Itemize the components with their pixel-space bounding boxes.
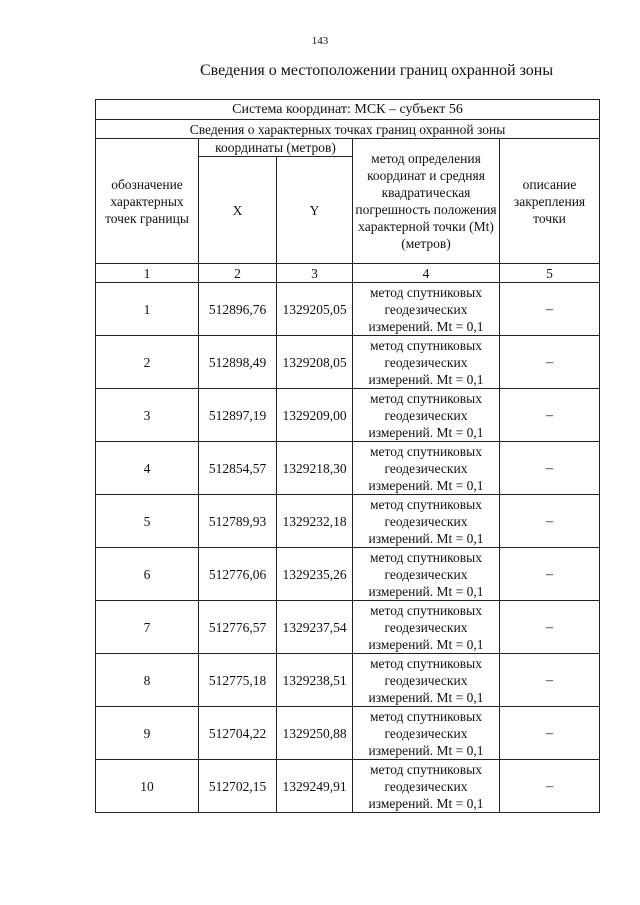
y-cell: 1329208,05 — [277, 336, 353, 389]
table-row — [96, 495, 600, 548]
header-x: X — [199, 157, 277, 264]
y-cell: 1329250,88 — [277, 707, 353, 760]
point-cell: 5 — [96, 495, 199, 548]
col-number: 5 — [500, 264, 600, 283]
x-cell: 512704,22 — [199, 707, 277, 760]
point-cell: 1 — [96, 283, 199, 336]
x-cell: 512776,06 — [199, 548, 277, 601]
point-cell: 4 — [96, 442, 199, 495]
method-cell: метод спутниковых геодезических измерений. Mt = 0,1 — [353, 389, 500, 442]
header-row — [96, 139, 600, 157]
x-cell: 512789,93 — [199, 495, 277, 548]
method-cell: метод спутниковых геодезических измерений. Mt = 0,1 — [353, 654, 500, 707]
description-cell: – — [500, 389, 600, 442]
description-cell: – — [500, 336, 600, 389]
page-number: 143 — [311, 35, 329, 47]
y-cell: 1329205,05 — [277, 283, 353, 336]
method-cell: метод спутниковых геодезических измерений. Mt = 0,1 — [353, 283, 500, 336]
y-cell: 1329238,51 — [277, 654, 353, 707]
method-cell: метод спутниковых геодезических измерений. Mt = 0,1 — [353, 336, 500, 389]
x-cell: 512896,76 — [199, 283, 277, 336]
table-row — [96, 283, 600, 336]
description-cell: – — [500, 707, 600, 760]
header-method: метод определения координат и средняя квадратическая погрешность положения характерной точки (Mt) (метров) — [353, 139, 500, 264]
col-number: 2 — [199, 264, 277, 283]
coordinate-system-row — [96, 100, 600, 120]
col-number: 1 — [96, 264, 199, 283]
column-numbers-row — [96, 264, 600, 283]
method-cell: метод спутниковых геодезических измерений. Mt = 0,1 — [353, 601, 500, 654]
x-cell: 512776,57 — [199, 601, 277, 654]
description-cell: – — [500, 654, 600, 707]
coordinate-system-cell: Система координат: МСК – субъект 56 — [96, 100, 600, 120]
header-coords: координаты (метров) — [199, 139, 353, 157]
x-cell: 512898,49 — [199, 336, 277, 389]
y-cell: 1329218,30 — [277, 442, 353, 495]
table-row — [96, 707, 600, 760]
points-info-row — [96, 120, 600, 139]
x-cell: 512775,18 — [199, 654, 277, 707]
col-number: 4 — [353, 264, 500, 283]
document-title: Сведения о местоположении границ охранной зоны — [200, 62, 554, 79]
x-cell: 512702,15 — [199, 760, 277, 813]
method-cell: метод спутниковых геодезических измерений. Mt = 0,1 — [353, 548, 500, 601]
description-cell: – — [500, 760, 600, 813]
points-info-cell: Сведения о характерных точках границ охранной зоны — [96, 120, 600, 139]
col-number: 3 — [277, 264, 353, 283]
table-row — [96, 442, 600, 495]
coordinates-table — [95, 99, 600, 813]
x-cell: 512854,57 — [199, 442, 277, 495]
description-cell: – — [500, 442, 600, 495]
header-y: Y — [277, 157, 353, 264]
description-cell: – — [500, 601, 600, 654]
y-cell: 1329249,91 — [277, 760, 353, 813]
header-description: описание закрепления точки — [500, 139, 600, 264]
description-cell: – — [500, 283, 600, 336]
point-cell: 3 — [96, 389, 199, 442]
table-row — [96, 336, 600, 389]
y-cell: 1329235,26 — [277, 548, 353, 601]
point-cell: 7 — [96, 601, 199, 654]
point-cell: 9 — [96, 707, 199, 760]
header-point: обозначение характерных точек границы — [96, 139, 199, 264]
y-cell: 1329209,00 — [277, 389, 353, 442]
point-cell: 2 — [96, 336, 199, 389]
method-cell: метод спутниковых геодезических измерений. Mt = 0,1 — [353, 707, 500, 760]
table-row — [96, 548, 600, 601]
method-cell: метод спутниковых геодезических измерений. Mt = 0,1 — [353, 495, 500, 548]
x-cell: 512897,19 — [199, 389, 277, 442]
table-row — [96, 654, 600, 707]
table-row — [96, 760, 600, 813]
description-cell: – — [500, 548, 600, 601]
table-row — [96, 389, 600, 442]
method-cell: метод спутниковых геодезических измерений. Mt = 0,1 — [353, 442, 500, 495]
description-cell: – — [500, 495, 600, 548]
point-cell: 8 — [96, 654, 199, 707]
point-cell: 6 — [96, 548, 199, 601]
y-cell: 1329232,18 — [277, 495, 353, 548]
y-cell: 1329237,54 — [277, 601, 353, 654]
point-cell: 10 — [96, 760, 199, 813]
table-row — [96, 601, 600, 654]
method-cell: метод спутниковых геодезических измерений. Mt = 0,1 — [353, 760, 500, 813]
